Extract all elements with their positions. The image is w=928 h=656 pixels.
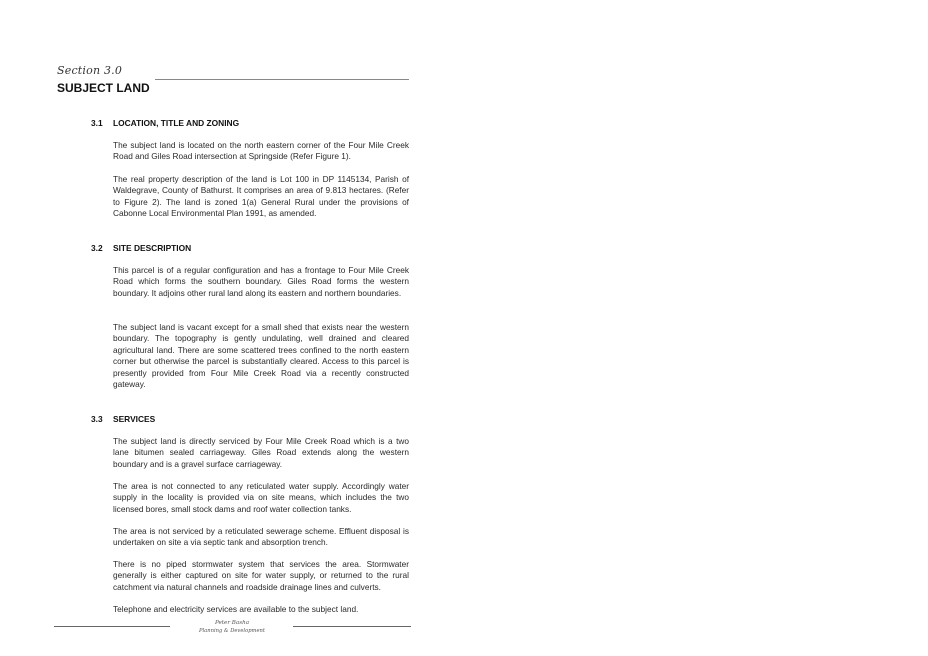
- paragraph: The real property description of the land is Lot 100 in DP 1145134, Parish of Waldegrave, County of Bathurst. It comprises an area of 9.813 hectares. (Refer to Figure 2). The land is zoned 1(a) General Rural under the provisions of Cabonne Local Environmental Plan 1991, as amended.: [113, 174, 409, 219]
- header-rule: [155, 79, 409, 80]
- footer-rule-left: [54, 626, 170, 627]
- section-title: SITE DESCRIPTION: [113, 243, 192, 253]
- paragraph: The area is not serviced by a reticulated sewerage scheme. Effluent disposal is undertaken on site a via septic tank and absorption trench.: [113, 526, 409, 548]
- paragraph: The subject land is vacant except for a small shed that exists near the western boundary. The topography is gently undulating, well drained and cleared agricultural land. There are some scattered trees confined to the north eastern corner but otherwise the parcel is substantially cleared. Access to this parcel is presently provided from Four Mile Creek Road via a recently constructed gateway.: [113, 322, 409, 390]
- section-number: 3.1: [91, 118, 103, 128]
- section-heading-3-2: [91, 243, 191, 253]
- section-number: 3.2: [91, 243, 103, 253]
- section-title: SERVICES: [113, 414, 156, 424]
- paragraph: The subject land is located on the north eastern corner of the Four Mile Creek Road and Giles Road intersection at Springside (Refer Figure 1).: [113, 140, 409, 162]
- section-heading-3-1: [91, 118, 239, 128]
- section-heading-3-3: [91, 414, 155, 424]
- section-number: 3.3: [91, 414, 103, 424]
- page-title: SUBJECT LAND: [57, 81, 150, 95]
- paragraph: The area is not connected to any reticulated water supply. Accordingly water supply in the locality is provided via on site means, which includes the two licensed bores, small stock dams and roof water collection tanks.: [113, 481, 409, 514]
- paragraph: The subject land is directly serviced by Four Mile Creek Road which is a two lane bitumen sealed carriageway. Giles Road extends along the western boundary and is a gravel surface carriageway.: [113, 436, 409, 469]
- paragraph: This parcel is of a regular configuration and has a frontage to Four Mile Creek Road which forms the southern boundary. Giles Road forms the western boundary. It adjoins other rural land along its eastern and northern boundaries.: [113, 265, 409, 298]
- section-label: Section 3.0: [57, 64, 123, 77]
- footer-rule-right: [293, 626, 411, 627]
- section-title: LOCATION, TITLE AND ZONING: [113, 118, 240, 128]
- footer-logo: [192, 619, 272, 635]
- paragraph: There is no piped stormwater system that services the area. Stormwater generally is either captured on site for water supply, or returned to the rural catchment via natural channels and roadside drainage lines and culverts.: [113, 559, 409, 592]
- paragraph: Telephone and electricity services are available to the subject land.: [113, 604, 359, 614]
- footer-logo-line1: Peter Basha: [214, 620, 250, 626]
- footer-logo-line2: Planning & Development: [199, 628, 265, 634]
